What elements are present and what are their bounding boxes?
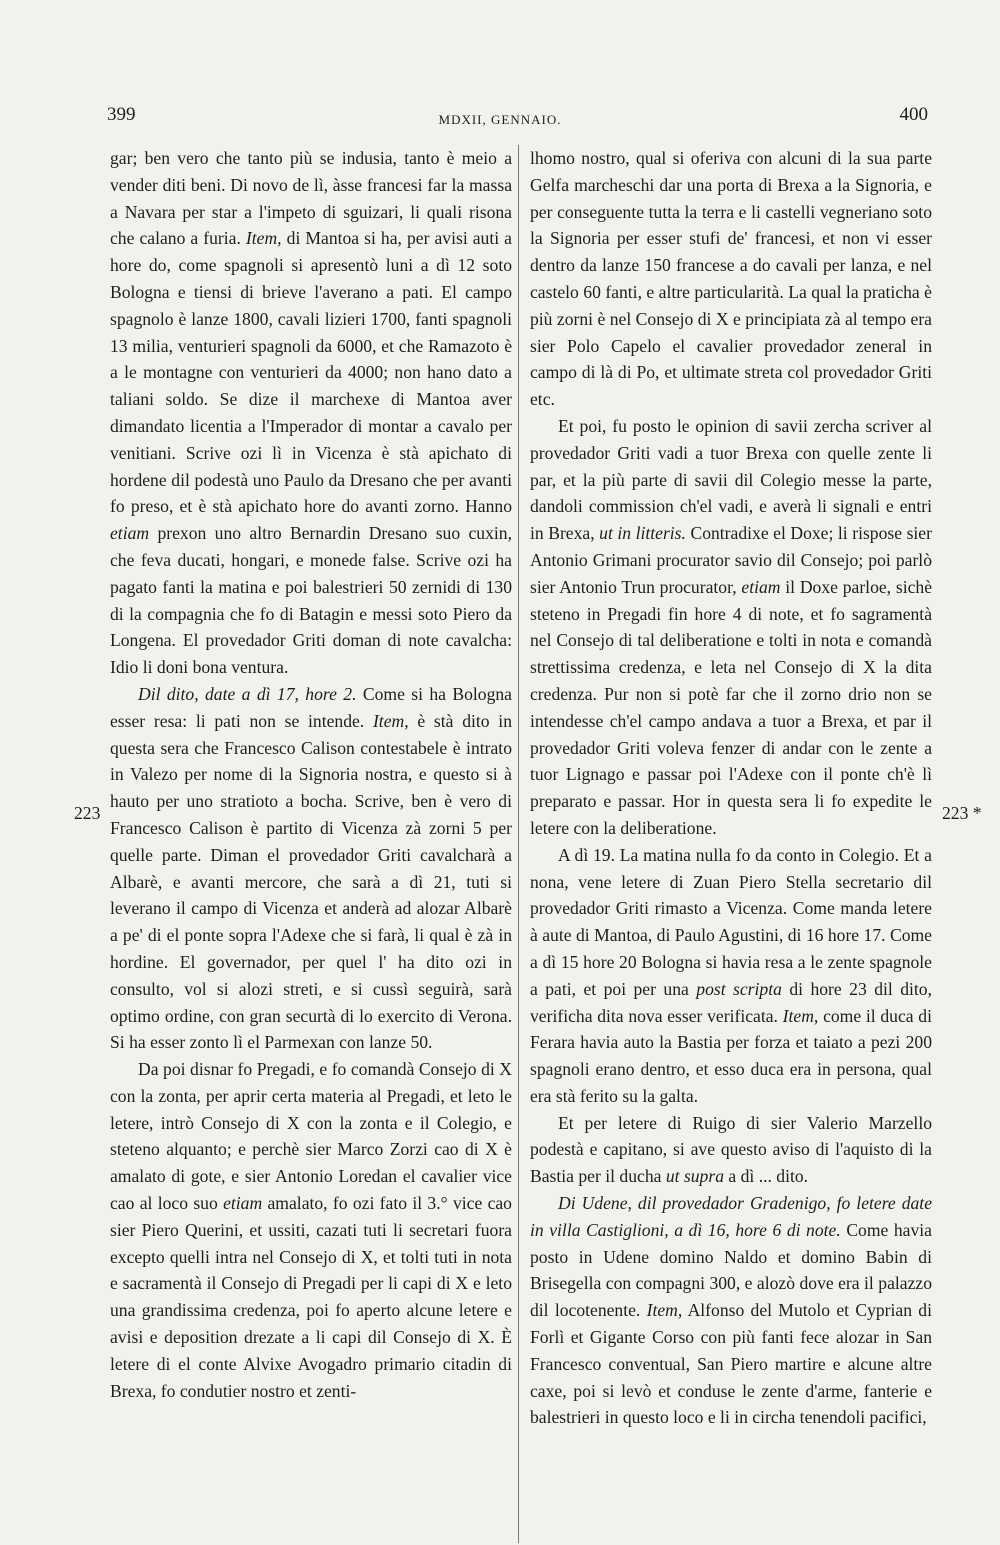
italic-run: Item, <box>245 228 282 249</box>
text-run: Contradixe el Doxe; li rispose sier Antonio Grimani procurator savio dil Consejo; poi parlò sier Antonio Trun procurator, <box>530 523 932 597</box>
paragraph <box>110 1056 512 1404</box>
text-run: di Mantoa si ha, per avisi auti a hore do, come spagnoli si apresentò luni a dì 12 soto Bologna e tiensi di brieve l'averano a pati. El campo spagnolo è lanze 1800, cavali lizieri 1700, fanti spagnoli 13 milia, venturieri spagnoli da 6000, et che Ramazoto è a le montagne con venturieri da 4000; non hano dato a taliani soldo. Se dize il marchexe di Mantoa aver dimandato licentia a l'Imperador di montar a cavalo per venitiani. Scrive ozi lì in Vicenza è stà apichato di hordene dil podestà uno Paulo da Dresano che per avanti fo preso, et è stà apichato hore do avanti zorno. Hanno <box>110 228 512 517</box>
italic-run: Item, <box>646 1300 683 1321</box>
paragraph <box>530 842 932 1110</box>
text-run: lhomo nostro, qual si oferiva con alcuni di la sua parte Gelfa marcheschi dar una porta di Brexa a la Signoria, e per conseguente tutta la terra e li castelli vegneriano soto la Signoria per esser stufi de' francesi, et non vi esser dentro da lanze 150 francese a do cavali per lanza, e nel castelo 60 fanti, e altre particularità. La qual la praticha è più zorni è nel Consejo di X e principiata zà al tempo era sier Polo Capelo el cavalier provedador zeneral in campo di là di Po, et ultimate streta col provedador Griti etc. <box>530 148 932 410</box>
text-run: Et per letere di Ruigo di sier Valerio Marzello podestà e capitano, si ave questo aviso di l'aquisto di la Bastia per il ducha <box>530 1112 932 1187</box>
text-run: è stà dito in questa sera che Francesco Calison contestabele è intrato in Valezo per nome di la Signoria nostra, e questo si à hauto per uno stratioto a bocha. Scrive, ben è vero di Francesco Calison è partito di Vicenza zà zorni 5 per quelle parte. Diman el provedador Griti cavalcharà a Albarè, e avanti mercore, che sarà a dì 21, tuti si leverano il campo di Vicenza et anderà ad alozar Albarè a pe' di el ponte sopra l'Adexe che si farà, li qual è zà in hordine. El governador, per quel l' ha dito ozi in consulto, vol si alozi streti, e si cussì seguirà, sarà optimo ordine, con gran securtà di lo exercito di Verona. Si ha esser zonto lì el Parmexan con lanze 50. <box>110 710 512 1053</box>
italic-run: ut in litteris. <box>599 523 686 544</box>
paragraph <box>530 1190 932 1431</box>
paragraph <box>110 681 512 1056</box>
text-run: Alfonso del Mutolo et Cyprian di Forlì et Gigante Corso con più fanti fece alozar in San Francesco conventual, San Piero martire e alcune altre caxe, poi si levò et conduse le zente d'arme, fanterie e balestrieri in questo loco e li in circha tenendoli pacifici, <box>530 1300 932 1428</box>
text-run: il Doxe parloe, sichè steteno in Pregadi fin hore 4 di note, et fo sagramentà nel Consejo di tal deliberatione e tolti in nota e comandà strettissima credenza, e leta nel Consejo di X la dita credenza. Pur non si potè far che il zorno drio non se intendesse ch'el campo andava a tuor a Brexa, et par il provedador Griti voleva fenzer di andar con le zente a tuor Lignago e passar poi l'Adexe con il ponte ch'è lì preparato e passar. Hor in questa sera li fo expedite le letere con la deliberatione. <box>530 576 932 838</box>
text-run: come il duca di Ferara havia auto la Bastia per forza et taiato a pezi 200 spagnoli erano dentro, et esso duca era in persona, qual era stà ferito su la galta. <box>530 1005 932 1106</box>
text-run: gar; ben vero che tanto più se indusia, tanto è meio a vender diti beni. Di novo de lì, àsse francesi far la massa a Navara per star a l'impeto di sguizari, li quali risona che calano a furia. <box>110 148 512 249</box>
italic-run: Dil dito, date a dì 17, hore 2. <box>138 683 357 704</box>
text-run: prexon uno altro Bernardin Dresano suo cuxin, che feva ducati, hongari, e monede false. Scrive ozi ha pagato fanti la matina e poi balestrieri 50 zernidi di 130 di la compagnia che fo di Batagin e messi soto Piero da Longena. El provedador Griti doman di note cavalcha: Idio li doni bona ventura. <box>110 523 512 678</box>
text-run: Come havia posto in Udene domino Naldo et domino Babin di Brisegella con compagni 300, e alozò dove era il palazzo dil locotenente. <box>530 1219 932 1321</box>
text-run: A dì 19. La matina nulla fo da conto in Colegio. Et a nona, vene letere di Zuan Piero Stella secretario dil provedador Griti rimasto a Vicenza. Come manda letere à aute di Mantoa, di Paulo Agustini, di 16 hore 17. Come a dì 15 hore 20 Bologna si havia resa a le zente spagnole a pati, et poi per una <box>530 844 932 999</box>
text-run: Come si ha Bologna esser resa: li pati non se intende. <box>110 683 512 731</box>
text-run: a dì ... dito. <box>728 1166 809 1187</box>
text-run: Et poi, fu posto le opinion di savii zercha scriver al provedador Griti vadi a tuor Brexa con quelle zente li par, et la più parte di savii dil Colegio messe la parte, dandoli commission ch'el vadi, e averà li signali e entri in Brexa, <box>530 415 932 544</box>
text-run: di hore 23 dil dito, verificha dita nova esser verificata. <box>530 978 932 1026</box>
paragraph <box>110 145 512 681</box>
italic-run: Item, <box>782 1005 819 1026</box>
column-divider <box>518 145 519 1543</box>
paragraph <box>530 1110 932 1190</box>
left-column <box>110 145 512 1404</box>
text-run: amalato, fo ozi fato il 3.° vice cao sier Piero Querini, et ussiti, cazati tuti li secretari fuora excepto quelli intra nel Consejo di X, et tolti tuti in nota e sacramentà il Consejo di Pregadi per li capi di X e leto una grandissima credenza, poi fo aperto alcune letere e avisi e deposition drezate a li capi dil Consejo di X. È letere di el conte Alvixe Avogadro primario citadin di Brexa, fo condutier nostro et zenti- <box>110 1193 512 1401</box>
italic-run: post scripta <box>696 978 782 999</box>
paragraph <box>530 413 932 842</box>
page-number-right: 400 <box>899 104 928 125</box>
italic-run: etiam <box>110 523 150 544</box>
italic-run: etiam <box>223 1193 263 1214</box>
page-number-left: 399 <box>107 104 136 125</box>
italic-run: etiam <box>741 576 781 597</box>
running-title: MDXII, GENNAIO. <box>438 112 562 127</box>
paragraph <box>530 145 932 413</box>
right-column <box>530 145 932 1431</box>
italic-run: Item, <box>372 710 409 731</box>
italic-run: ut supra <box>665 1166 724 1187</box>
italic-run: Di Udene, dil provedador Gradenigo, fo letere date in villa Castiglioni, a dì 16, hore 6 di note. <box>530 1193 932 1240</box>
text-run: Da poi disnar fo Pregadi, e fo comandà Consejo di X con la zonta, per aprir certa materia al Pregadi, et leto le letere, intrò Consejo di X con la zonta e il Colegio, e steteno alquanto; e perchè sier Marco Zorzi cao di X è amalato di gote, e sier Antonio Loredan el cavalier vice cao al loco suo <box>110 1059 512 1214</box>
margin-note-right: 223 * <box>942 803 982 823</box>
margin-note-left: 223 <box>74 803 101 823</box>
